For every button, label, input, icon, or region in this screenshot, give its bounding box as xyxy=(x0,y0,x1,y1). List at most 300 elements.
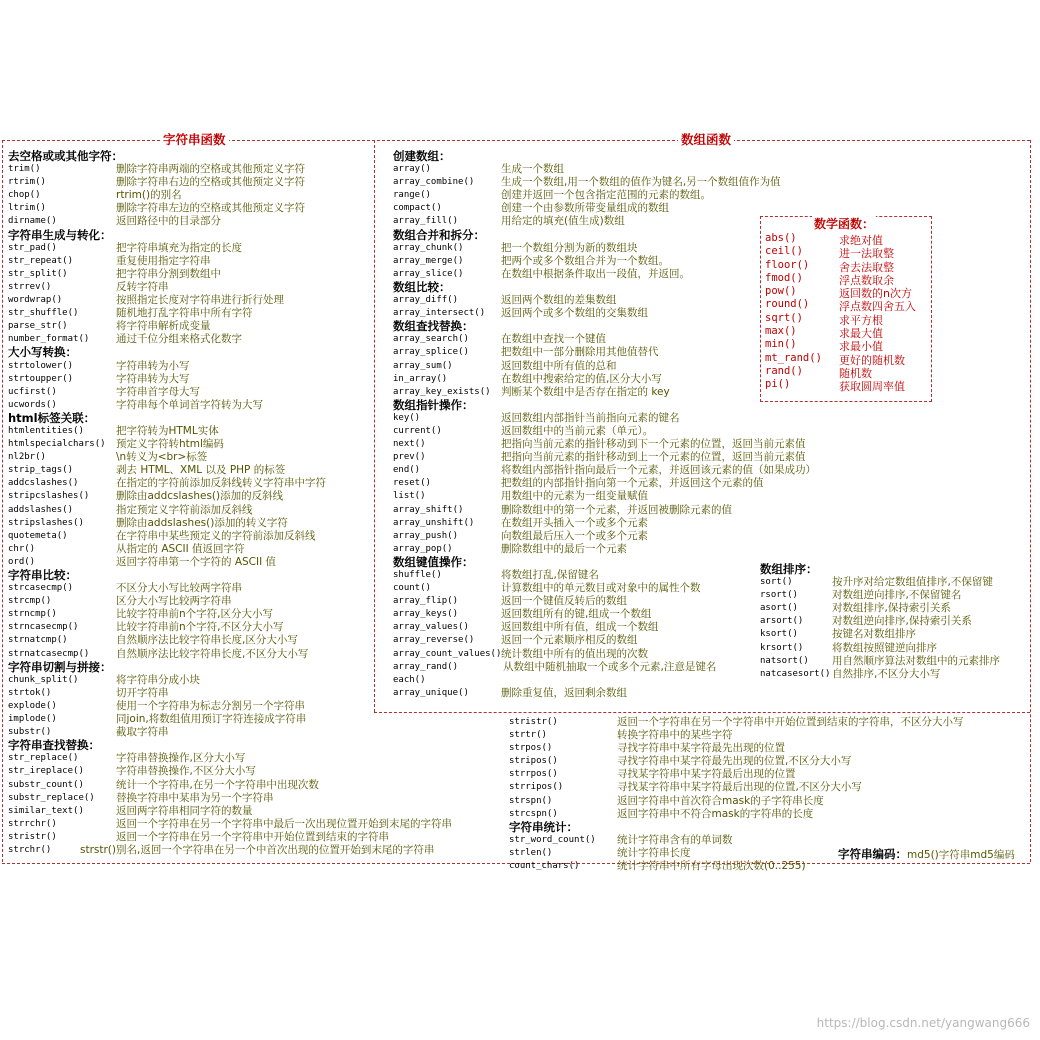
function-row-array-reverse xyxy=(393,634,763,647)
function-name: strchr() xyxy=(8,844,52,855)
function-description: 把两个或多个数组合并为一个数组。 xyxy=(501,254,669,267)
function-description: 字符串转为大写 xyxy=(116,372,190,385)
function-row-strtok xyxy=(8,687,373,700)
function-row-strrpos xyxy=(509,768,1029,781)
function-name: strpos() xyxy=(509,743,553,754)
math-function-description: 求绝对值 xyxy=(839,234,883,247)
function-description: 将字符串解析成变量 xyxy=(116,320,211,333)
function-description: 寻找字符串中某字符最先出现的位置,不区分大小写 xyxy=(617,755,852,768)
function-description: 返回一个字符串在另一个字符串中开始位置到结束的字符串，不区分大小写 xyxy=(617,716,964,728)
function-name: array_intersect() xyxy=(393,308,486,319)
function-description: 删除由addcslashes()添加的反斜线 xyxy=(116,490,284,503)
function-name: array_diff() xyxy=(393,295,459,306)
function-description: 在数组中根据条件取出一段值，并返回。 xyxy=(501,267,690,280)
function-description: 删除数组中的最后一个元素 xyxy=(501,542,627,555)
function-name: array_shift() xyxy=(393,504,464,515)
function-row-strrchr xyxy=(8,817,452,831)
function-name: substr() xyxy=(8,727,52,738)
array-sort-section xyxy=(760,563,1028,681)
section-heading: 字符串切割与拼接： xyxy=(8,659,112,674)
function-description: 把数组中一部分删除用其他值替代 xyxy=(501,346,659,359)
function-description: 把字符转为HTML实体 xyxy=(116,424,219,437)
function-description: 用给定的填充(值生成)数组 xyxy=(501,215,625,228)
function-description: 按照指定长度对字符串进行折行处理 xyxy=(116,294,284,307)
function-name: chunk_split() xyxy=(8,674,79,685)
function-row-explode xyxy=(8,700,373,713)
function-name: addcslashes() xyxy=(8,478,79,489)
function-row-array-sum xyxy=(393,360,763,373)
function-row-array-unique xyxy=(393,687,763,700)
function-row-str-replace xyxy=(8,752,373,765)
function-row-prev xyxy=(393,451,806,464)
function-row-range xyxy=(393,189,763,202)
math-function-name: ceil() xyxy=(765,245,803,258)
section-heading: 字符串查找替换： xyxy=(8,738,100,753)
function-row-array-search xyxy=(393,333,763,346)
function-description: 统计一个字符串,在另一个字符串中出现次数 xyxy=(116,778,319,791)
function-row-strncmp xyxy=(8,608,373,621)
function-name: array_splice() xyxy=(393,347,469,358)
function-description: strstr()别名,返回一个字符串在另一个中首次出现的位置开始到末尾的字符串 xyxy=(80,843,435,856)
function-name: array_sum() xyxy=(393,360,453,371)
function-description: 从数组中随机抽取一个或多个元素,注意是键名 xyxy=(503,660,717,673)
function-name: array_reverse() xyxy=(393,635,475,646)
function-name: array_count_values() xyxy=(393,648,501,659)
function-row-strpos xyxy=(509,742,1029,755)
function-row-addcslashes xyxy=(8,477,373,490)
function-description: 返回一个元素顺序相反的数组 xyxy=(501,634,638,647)
function-description: 转换字符串中的某些字符 xyxy=(617,729,733,742)
function-name: ucwords() xyxy=(8,399,57,410)
function-description: 统计字符串中所有字母出现次数(0..255) xyxy=(617,860,806,873)
function-name: number_format() xyxy=(8,334,90,345)
function-row-addslashes xyxy=(8,504,373,517)
function-description: 删除字符串右边的空格或其他预定义字符 xyxy=(116,176,305,189)
watermark: https://blog.csdn.net/yangwang666 xyxy=(816,1016,1030,1030)
function-row-parse-str xyxy=(8,320,373,333)
function-row-rtrim xyxy=(8,176,373,189)
function-name: each() xyxy=(393,674,426,685)
function-name: dirname() xyxy=(8,216,57,227)
string-encoding xyxy=(838,846,1015,862)
function-name: count() xyxy=(393,583,431,594)
function-name: strtr() xyxy=(509,730,547,741)
function-description: 统计字符串含有的单词数 xyxy=(617,833,733,846)
math-row-min xyxy=(765,338,916,354)
function-description: 自然顺序法比较字符串长度,不区分大小写 xyxy=(116,647,309,660)
function-name: array_key_exists() xyxy=(393,386,491,397)
function-description: 不区分大小写比较两字符串 xyxy=(116,582,242,595)
math-function-name: max() xyxy=(765,325,797,338)
function-description: 把一个数组分割为新的数组块 xyxy=(501,241,638,254)
function-name: arsort() xyxy=(760,616,804,627)
function-description: 替换字符串中某串为另一个字符串 xyxy=(116,791,274,804)
function-name: in_array() xyxy=(393,373,448,384)
function-description: 比较字符串前n个字符,不区分大小写 xyxy=(116,621,284,634)
function-name: ksort() xyxy=(760,629,798,640)
function-name: stripos() xyxy=(509,756,558,767)
math-function-description: 求最大值 xyxy=(839,327,883,341)
function-description: 自然排序,不区分大小写 xyxy=(832,667,941,680)
function-row-strspn xyxy=(509,795,1029,808)
function-row-array-slice xyxy=(393,268,763,281)
function-name: stripcslashes() xyxy=(8,491,90,502)
math-function-description: 求平方根 xyxy=(839,313,883,327)
function-description: 计算数组中的单元数目或对象中的属性个数 xyxy=(501,582,701,595)
function-description: 把字符串分割到数组中 xyxy=(116,267,221,280)
function-name: substr_count() xyxy=(8,779,84,790)
section-heading: 大小写转换： xyxy=(8,345,77,360)
function-description: 返回一个字符串在另一个字符串中开始位置到结束的字符串 xyxy=(116,830,389,843)
function-row-similar-text xyxy=(8,805,373,818)
function-row-str-pad xyxy=(8,242,373,255)
function-name: str_split() xyxy=(8,268,68,279)
function-description: 统计字符串长度 xyxy=(617,846,691,859)
function-name: strtoupper() xyxy=(8,373,74,384)
math-row-mt-rand xyxy=(765,352,916,365)
function-name: array_merge() xyxy=(393,255,464,266)
function-description: 把指向当前元素的指针移动到上一个元素的位置，返回当前元素值 xyxy=(501,451,806,464)
function-description: 生成一个数组,用一个数组的值作为键名,另一个数组值作为值 xyxy=(501,176,781,189)
function-description: 区分大小写比较两字符串 xyxy=(116,595,232,608)
function-description: 比较字符串前n个字符,区分大小写 xyxy=(116,608,273,621)
function-name: next() xyxy=(393,439,426,450)
function-name: str_ireplace() xyxy=(8,766,84,777)
frame-left-border xyxy=(2,140,3,862)
function-name: ucfirst() xyxy=(8,386,57,397)
function-name: stristr() xyxy=(8,831,57,842)
function-row-array-values xyxy=(393,621,763,634)
function-name: end() xyxy=(393,465,421,476)
function-row-natsort xyxy=(760,655,1028,668)
function-row-str-ireplace xyxy=(8,765,373,778)
function-name: parse_str() xyxy=(8,321,68,332)
function-name: implode() xyxy=(8,714,57,725)
function-description: 预定义字符转html编码 xyxy=(116,438,224,451)
function-name: natsort() xyxy=(760,655,809,666)
function-name: addslashes() xyxy=(8,504,74,515)
function-name: strncmp() xyxy=(8,609,57,620)
function-row-array-chunk xyxy=(393,242,763,255)
math-row-abs xyxy=(765,232,916,245)
function-name: array_chunk() xyxy=(393,242,464,253)
math-function-name: pow() xyxy=(765,285,797,298)
function-row-array-push xyxy=(393,530,763,543)
math-function-description: 求最小值 xyxy=(839,340,883,354)
function-name: quotemeta() xyxy=(8,530,68,541)
function-name: rtrim() xyxy=(8,177,46,188)
string-encoding-text: md5()字符串md5编码 xyxy=(907,849,1015,861)
function-row-strtr xyxy=(509,729,1029,742)
section-heading: 数组排序： xyxy=(760,562,818,576)
function-name: strcasecmp() xyxy=(8,583,74,594)
function-description: 返回两个或多个数组的交集数组 xyxy=(501,307,648,320)
function-row-rsort xyxy=(760,589,1028,602)
function-row-strtolower xyxy=(8,360,373,373)
function-name: ord() xyxy=(8,556,36,567)
function-name: str_pad() xyxy=(8,242,57,253)
function-row-dirname xyxy=(8,215,373,228)
function-description: 删除字符串两端的空格或其他预定义字符 xyxy=(116,163,305,176)
function-description: 字符串每个单词首字符转为大写 xyxy=(116,398,263,411)
function-row-krsort xyxy=(760,642,1028,655)
function-description: 将字符串分成小块 xyxy=(116,673,200,686)
function-row-shuffle xyxy=(393,569,763,582)
function-name: array_values() xyxy=(393,622,469,633)
function-description: 对数组排序,保持索引关系 xyxy=(832,602,951,615)
column-divider xyxy=(374,140,375,712)
function-description: 在数组中查找一个键值 xyxy=(501,333,606,346)
function-name: strlen() xyxy=(509,847,553,858)
function-row-array-fill xyxy=(393,215,763,228)
function-row-sort xyxy=(760,576,1028,589)
function-description: 按键名对数组排序 xyxy=(832,628,916,641)
math-functions-box xyxy=(760,216,932,402)
function-name: strcspn() xyxy=(509,808,558,819)
function-row-arsort xyxy=(760,615,1028,628)
section-heading: 数组指针操作： xyxy=(393,397,474,412)
function-row-ucfirst xyxy=(8,386,373,399)
function-description: 把指向当前元素的指针移动到下一个元素的位置，返回当前元素值 xyxy=(501,438,806,451)
function-description: 返回字符串中首次符合mask的子字符串长度 xyxy=(617,794,824,807)
function-description: 返回两个数组的差集数组 xyxy=(501,294,617,307)
section-heading: 字符串比较： xyxy=(8,568,77,582)
function-row-array-merge xyxy=(393,255,763,268)
function-name: sort() xyxy=(760,577,793,588)
function-description: 在数组开头插入一个或多个元素 xyxy=(501,516,648,529)
function-row-array-unshift xyxy=(393,517,763,530)
function-row-each xyxy=(393,674,763,687)
math-functions-title: 数学函数： xyxy=(814,217,875,231)
function-row-strcasecmp xyxy=(8,582,373,595)
math-function-description: 更好的随机数 xyxy=(839,353,905,367)
function-name: ltrim() xyxy=(8,203,46,214)
function-name: reset() xyxy=(393,478,431,489)
math-function-name: abs() xyxy=(765,232,797,244)
function-description: 使用一个字符串为标志分割另一个字符串 xyxy=(116,699,305,712)
section-heading: 字符串生成与转化： xyxy=(8,227,112,242)
function-row-array-key-exists xyxy=(393,386,763,399)
function-name: array_unshift() xyxy=(393,517,475,528)
function-row-array-count-values xyxy=(393,648,763,661)
function-name: array_keys() xyxy=(393,609,459,620)
function-row-array-keys xyxy=(393,608,763,621)
function-name: asort() xyxy=(760,603,798,614)
string-encoding-heading: 字符串编码： xyxy=(838,847,907,861)
function-description: 生成一个数组 xyxy=(501,163,564,176)
function-name: key() xyxy=(393,412,421,423)
function-row-array-shift xyxy=(393,504,763,517)
function-description: 把字符串填充为指定的长度 xyxy=(116,241,242,254)
function-row-asort xyxy=(760,602,1028,615)
function-row-strripos xyxy=(509,781,1029,794)
function-name: strcmp() xyxy=(8,596,52,607)
math-row-pow xyxy=(765,285,916,301)
math-functions-list xyxy=(765,232,916,392)
frame-right-border xyxy=(1030,140,1031,862)
function-row-array-pop xyxy=(393,543,763,556)
function-row-strcmp xyxy=(8,595,373,608)
function-description: 返回数组所有的键,组成一个数组 xyxy=(501,608,652,621)
function-row-key xyxy=(393,412,763,425)
function-description: 用自然顺序算法对数组中的元素排序 xyxy=(832,654,1000,667)
function-description: 对数组逆向排序,不保留键名 xyxy=(832,589,962,602)
array-functions-title: 数组函数 xyxy=(678,133,734,147)
function-row-quotemeta xyxy=(8,530,373,543)
function-row-htmlentities xyxy=(8,425,373,438)
function-name: str_shuffle() xyxy=(8,308,79,319)
function-name: count_chars() xyxy=(509,861,580,872)
function-row-stripcslashes xyxy=(8,490,373,503)
function-description: 反转字符串 xyxy=(116,280,169,293)
function-description: 判断某个数组中是否存在指定的 key xyxy=(501,385,670,398)
function-name: prev() xyxy=(393,452,426,463)
function-name: compact() xyxy=(393,203,442,214)
function-description: 用数组中的元素为一组变量赋值 xyxy=(501,490,648,503)
math-function-description: 随机数 xyxy=(839,366,872,380)
function-description: 把数组的内部指针指向第一个元素，并返回这个元素的值 xyxy=(501,477,764,490)
function-name: substr_replace() xyxy=(8,792,95,803)
function-description: 字符串首字母大写 xyxy=(116,385,200,398)
function-description: 自然顺序法比较字符串长度,区分大小写 xyxy=(116,634,298,647)
function-row-stripos xyxy=(509,755,1029,768)
function-description: 删除数组中的第一个元素，并返回被删除元素的值 xyxy=(501,503,732,516)
function-description: 按升序对给定数组值排序,不保留键 xyxy=(832,576,993,589)
function-description: 寻找某字符串中某字符最后出现的位置,不区分大小写 xyxy=(617,781,862,794)
function-description: 切开字符串 xyxy=(116,686,169,699)
function-description: 返回数组中所有值，组成一个数组 xyxy=(501,621,659,634)
math-function-name: fmod() xyxy=(765,271,803,284)
function-row-array xyxy=(393,163,763,176)
section-heading: 数组查找替换： xyxy=(393,319,474,334)
function-description: 返回一个字符串在另一个字符串中最后一次出现位置开始到末尾的字符串 xyxy=(116,817,452,830)
function-row-stripslashes xyxy=(8,517,373,530)
math-row-pi xyxy=(765,378,916,394)
function-name: range() xyxy=(393,190,431,201)
function-row-in-array xyxy=(393,373,763,386)
function-description: 字符串转为小写 xyxy=(116,359,190,372)
function-description: 向数组最后压入一个或多个元素 xyxy=(501,529,648,542)
function-description: 删除字符串左边的空格或其他预定义字符 xyxy=(116,202,305,215)
function-name: array_rand() xyxy=(393,661,459,672)
function-row-strnatcasecmp xyxy=(8,648,373,661)
function-row-str-split xyxy=(8,268,373,281)
function-description: 同join,将数组值用预订字符连接成字符串 xyxy=(116,713,307,726)
function-name: strtolower() xyxy=(8,360,74,371)
string-functions-title: 字符串函数 xyxy=(160,133,229,147)
math-function-name: pi() xyxy=(765,378,791,391)
function-name: strrev() xyxy=(8,281,52,292)
function-name: strnatcasecmp() xyxy=(8,648,90,659)
function-row-ucwords xyxy=(8,399,373,412)
function-row-end xyxy=(393,464,816,477)
function-name: list() xyxy=(393,491,426,502)
function-row-str-repeat xyxy=(8,255,373,268)
function-row-reset xyxy=(393,477,763,490)
function-description: 删除重复值，返回剩余数组 xyxy=(501,686,627,699)
function-row-current xyxy=(393,425,763,438)
function-name: strtok() xyxy=(8,687,52,698)
function-name: array_pop() xyxy=(393,543,453,554)
section-heading: 数组合并和拆分： xyxy=(393,227,485,242)
function-description: 重复使用指定字符串 xyxy=(116,254,211,267)
function-row-trim xyxy=(8,163,373,176)
function-row-compact xyxy=(393,202,763,215)
math-function-name: mt_rand() xyxy=(765,351,822,364)
function-description: 截取字符串 xyxy=(116,726,169,739)
math-row-ceil xyxy=(765,245,916,261)
function-name: array_combine() xyxy=(393,177,475,188)
function-row-wordwrap xyxy=(8,294,373,307)
function-name: strripos() xyxy=(509,782,564,793)
function-description: \n转义为<br>标签 xyxy=(116,451,208,464)
function-row-str-word-count xyxy=(509,834,1029,847)
function-description: 将数组内部指针指向最后一个元素，并返回该元素的值（如果成功） xyxy=(501,464,816,477)
function-description: 对数组逆向排序,保持索引关系 xyxy=(832,615,972,628)
function-description: 将数组按照键逆向排序 xyxy=(832,641,937,654)
math-function-name: min() xyxy=(765,338,797,351)
function-row-array-diff xyxy=(393,294,763,307)
function-description: 删除由addslashes()添加的转义字符 xyxy=(116,516,288,529)
function-row-list xyxy=(393,490,763,503)
function-description: 返回路径中的目录部分 xyxy=(116,215,221,228)
function-name: array() xyxy=(393,164,431,175)
function-description: 在字符串中某些预定义的字符前添加反斜线 xyxy=(116,529,316,542)
function-name: chr() xyxy=(8,543,36,554)
function-name: array_search() xyxy=(393,334,469,345)
function-description: 创建一个由参数所带变量组成的数组 xyxy=(501,202,669,215)
function-description: 字符串替换操作,不区分大小写 xyxy=(116,765,256,778)
function-name: shuffle() xyxy=(393,570,442,580)
function-description: 返回数组中的当前元素（单元）。 xyxy=(501,424,654,437)
function-name: strncasecmp() xyxy=(8,622,79,633)
function-name: natcasesort() xyxy=(760,668,831,679)
function-row-chop xyxy=(8,189,373,202)
function-description: 在指定的字符前添加反斜线转义字符串中字符 xyxy=(116,477,326,490)
function-name: array_flip() xyxy=(393,596,459,607)
function-row-strtoupper xyxy=(8,373,373,386)
math-function-name: rand() xyxy=(765,364,803,377)
function-row-count xyxy=(393,582,763,595)
section-heading: 数组比较： xyxy=(393,279,451,294)
math-function-name: floor() xyxy=(765,258,810,271)
function-name: strnatcmp() xyxy=(8,635,68,646)
function-description: 返回两字符串相同字符的数量 xyxy=(116,804,253,817)
function-description: 随机地打乱字符串中所有字符 xyxy=(116,307,253,320)
math-function-description: 进一法取整 xyxy=(839,247,894,261)
array-section-bottom-border xyxy=(374,712,1030,713)
function-row-substr-replace xyxy=(8,792,373,805)
function-row-array-combine xyxy=(393,176,781,189)
function-name: str_repeat() xyxy=(8,255,74,266)
function-name: array_slice() xyxy=(393,268,464,279)
math-row-max xyxy=(765,325,916,341)
math-function-description: 浮点数取余 xyxy=(839,273,894,287)
math-function-description: 舍去法取整 xyxy=(839,260,894,274)
function-description: 字符串替换操作,区分大小写 xyxy=(116,752,246,765)
function-name: stripslashes() xyxy=(8,517,84,528)
section-heading: 去空格或或其他字符： xyxy=(8,149,123,163)
function-name: strspn() xyxy=(509,795,553,806)
function-description: 创建并返回一个包含指定范围的元素的数组。 xyxy=(501,189,711,202)
function-name: strip_tags() xyxy=(8,465,74,476)
function-row-strrev xyxy=(8,281,373,294)
function-name: trim() xyxy=(8,164,41,175)
function-row-array-flip xyxy=(393,595,763,608)
function-row-str-shuffle xyxy=(8,307,373,320)
function-name: array_push() xyxy=(393,530,459,541)
function-row-stristr xyxy=(8,830,389,844)
